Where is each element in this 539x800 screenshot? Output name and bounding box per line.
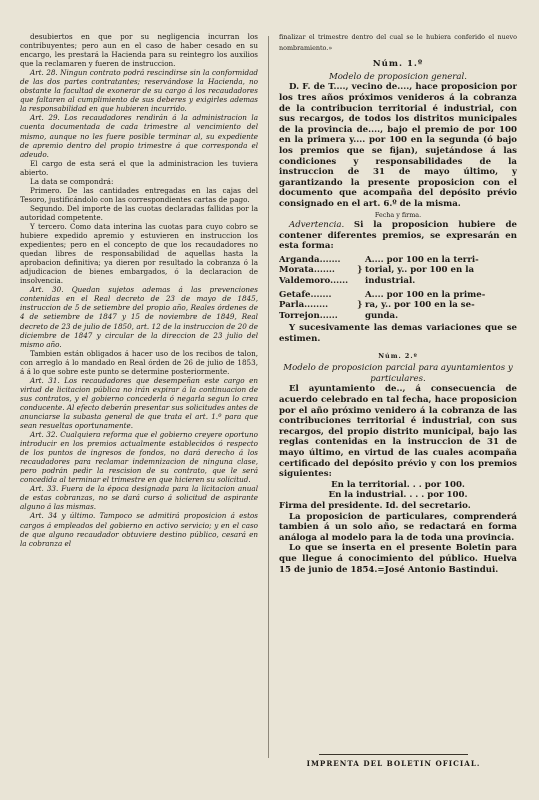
left-paragraph: Primero. De las cantidades entregadas en las cajas del Tesoro, justificándolo con las correspondientes cartas de pago. (20, 185, 258, 204)
left-paragraph: desubiertos en que por su negligencia incurran los contribuyentes; pero aun en el caso de haber cesado en su encargo, les prestará la Hacienda para su reintegro los auxilios que la reclamaren y fueren de instruccion. (20, 32, 258, 69)
premium-line: A.... por 100 en la prime- (365, 289, 486, 300)
town: Arganda....... (279, 254, 341, 265)
town: Valdemoro...... (279, 276, 349, 287)
article-29: Art. 29. Los recaudadores rendirán á la administracion la cuenta documentada de cada trimestre al vencimiento del mismo, aunque no les fuere posible terminar al, su expediente de apremio dentro del propio trimestre á que corresponda el adeudo. (20, 113, 258, 159)
premium-line: industrial. (365, 276, 416, 287)
town: Torrejon...... (279, 310, 338, 321)
premium-line: ra, y.. por 100 en la se- (365, 300, 475, 311)
towns-cell (279, 290, 357, 322)
right-column (279, 32, 517, 782)
premium-line: A.... por 100 en la terri- (365, 254, 479, 265)
town: Parla........ (279, 300, 329, 311)
article-32: Art. 32. Cualquiera reforma que el gobierno creyere oportuno introducir en los premios actualmente establecidos ó respecto de los puntos de ingresos de fondos, no dará derecho á los recaudadores para reclamar indemnizacion de ninguna clase, pero podrán pedir la rescision de su contrato, que le será concedida al terminar el trimestre en que hicieren su solicitud. (20, 430, 258, 485)
town: Getafe....... (279, 289, 332, 300)
premium-cell (365, 255, 517, 287)
premium-cell (365, 290, 517, 322)
left-paragraph: Tambien están obligados á hacer uso de los recibos de talon, con arreglo á lo mandado en Real órden de 26 de julio de 1853, á á lo que sobre este punto se determine posteriormente. (20, 348, 258, 376)
left-paragraph: El cargo de esta será el que la administracion les tuviera abierto. (20, 158, 258, 177)
left-paragraph: Y tercero. Como data interina las cuotas para cuyo cobro se hubiere expedido apremio y estuvieren en instruccion los expedientes; pero en el concepto de que los recaudadores no quedan libres de responsabilidad de aquellas hasta la aprobacion definitiva; ya dieren por resultado la cobranza ó la adjudicacion de bienes embargados, ó la declaracion de insolvencia. (20, 221, 258, 286)
firma-line: Firma del presidente. Id. del secretario. (279, 500, 471, 511)
option-table-1 (279, 255, 517, 287)
advertencia-text: Si la proposicion hubiere de contener diferentes premios, se expresarán en esta forma: (279, 220, 517, 252)
closing-2: Lo que se inserta en el presente Boletin para que llegue á conocimiento del público. Huelva 15 de junio de 1854.=José Antonio Bastindui. (279, 543, 517, 575)
article-30: Art. 30. Quedan sujetos ademas á las prevenciones contenidas en el Real decreto de 23 de mayo de 1845, instruccion de 5 de setiembre del propio año, Reales órdenes de 4 de setiembre de 1847 y 15 de noviembre de 1849, Real decreto de 23 de julio de 1850, art. 12 de la instruccion de 20 de diciembre de 1847 y circular de la direccion de 23 julio del mismo año. (20, 285, 258, 349)
article-28: Art. 28. Ningun contrato podrá rescindirse sin la conformidad de las dos partes contratantes; reservándose la Hacienda, no obstante la facultad de exonerar de su cargo á los recaudadores que faltaren al cumplimiento de sus deberes y exigirles ademas la responsabilidad en que hubieren incurrido. (20, 68, 258, 114)
left-paragraph: La data se compondrá: (30, 176, 114, 186)
model1-body: D. F. de T...., vecino de...., hace proposicion por los tres años próximos venideros á la cobranza de la contribucion territorial é industrial, con sus recargos, de todos los distritos municipales de la provincia de...., bajo el premio de por 100 en la primera y.... por 100 en la segunda (ó bajo los premios que se fijan), sujetándose á las condiciones y responsabilidades de la instruccion de 31 de mayo último, y garantizando la presente proposicion con el documento que acompaña del depósito prévio consignado en el art. 6.º de la misma. (279, 82, 517, 209)
column-divider (268, 36, 269, 758)
town: Morata....... (279, 265, 335, 276)
article-34: Art. 34 y último. Tampoco se admitirá proposicion á estos cargos á empleados del gobierno en activo servicio; y en el caso de que alguno recaudador obtuviere destino público, cesará en la cobranza el (20, 511, 258, 548)
line-industrial: En la industrial. . . . por 100. (328, 490, 468, 501)
brace-icon: } (357, 265, 363, 276)
brace-icon: } (357, 300, 363, 311)
model2-body: El ayuntamiento de.., á consecuencia de acuerdo celebrado en tal fecha, hace proposicion por el año próximo venidero á la cobranza de las contribuciones territorial é industrial, con sus recargos, del propio distrito municipal, bajo las reglas contenidas en la instruccion de 31 de mayo último, en virtud de las cuales acompaña certificado del depósito prévio y con los premios siguientes: (279, 384, 517, 480)
advertencia-label: Advertencia. (289, 220, 345, 231)
closing-1: La proposicion de particulares, comprenderá tambien á un solo año, se redactará en forma análoga al modelo para la de toda una provincia. (279, 511, 517, 543)
advertencia (279, 220, 517, 252)
premium-line: torial, y.. por 100 en la (365, 265, 475, 276)
towns-cell (279, 255, 357, 287)
model2-title: Modelo de proposicion parcial para ayuntamientos y particulares. (283, 363, 513, 384)
model1-title: Modelo de proposicion general. (328, 71, 468, 82)
sucesivamente: Y sucesivamente las demas variaciones que se estimen. (279, 323, 517, 345)
premium-line: gunda. (365, 310, 399, 321)
left-column (20, 32, 258, 782)
num2-heading: Núm. 2.º (378, 351, 418, 360)
num1-heading: Núm. 1.º (372, 59, 424, 70)
imprint-text: IMPRENTA DEL BOLETIN OFICIAL. (306, 759, 481, 768)
fecha-firma: Fecha y firma. (374, 210, 422, 219)
option-table-2 (279, 290, 517, 322)
article-31: Art. 31. Los recaudadores que desempeñan este cargo en virtud de licitacion pública no irán expirar á la continuacion de sus contratos, y el gobierno concederla ó negarla segun lo crea conducente. Al efecto deberán presentar sus solicitudes antes de anunciarse la subasta general de que trata el art. 1.º para que sean resueltas oportunamente. (20, 375, 258, 431)
continuation-text: finalizar el trimestre dentro del cual se le hubiera conferido el nuevo nombramiento.» (279, 33, 517, 52)
left-paragraph: Segundo. Del importe de las cuotas declaradas fallidas por la autoridad competente. (20, 203, 258, 222)
imprint-footer (270, 748, 517, 768)
footer-rule (319, 754, 467, 755)
article-33: Art. 33. Fuera de la época designada para la licitacion anual de estas cobranzas, no se dará curso á solicitud de aspirante alguno á las mismas. (20, 484, 258, 512)
line-territorial: En la territorial. . . por 100. (331, 479, 465, 490)
